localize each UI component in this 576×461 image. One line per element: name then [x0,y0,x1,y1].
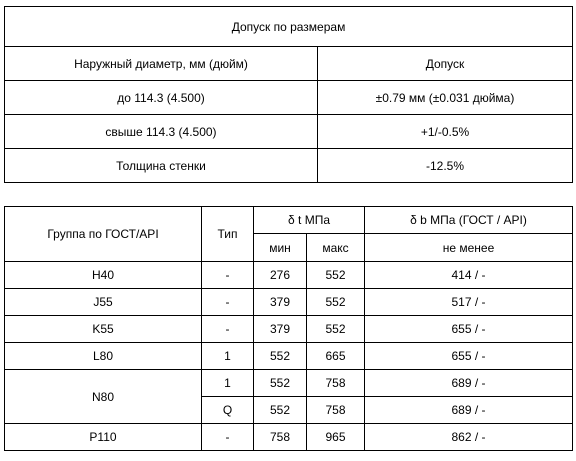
type-cell: - [202,262,254,289]
table-row [5,316,573,343]
table-row [5,262,573,289]
min-cell: 379 [254,289,307,316]
min-cell: 379 [254,316,307,343]
grade-table [4,206,573,451]
tolerance-row-label: свыше 114.3 (4.500) [5,115,318,149]
group-cell: P110 [5,424,202,451]
yield-strength-header: δ t МПа [254,207,365,234]
outer-diameter-header: Наружный диаметр, мм (дюйм) [5,47,318,81]
tensile-cell: 862 / - [365,424,573,451]
type-cell: 1 [202,343,254,370]
tolerance-row-value: -12.5% [318,149,573,183]
tensile-cell: 414 / - [365,262,573,289]
tensile-strength-header: δ b МПа (ГОСТ / API) [365,207,573,234]
type-cell: 1 [202,370,254,397]
table-row [5,424,573,451]
group-cell: J55 [5,289,202,316]
table-row [5,289,573,316]
tolerance-row-label: до 114.3 (4.500) [5,81,318,115]
table-row [5,370,573,397]
max-cell: 965 [307,424,365,451]
tensile-cell: 655 / - [365,316,573,343]
group-cell: K55 [5,316,202,343]
group-header: Группа по ГОСТ/API [5,207,202,262]
min-cell: 552 [254,370,307,397]
max-cell: 758 [307,370,365,397]
tolerance-title: Допуск по размерам [5,7,573,47]
min-cell: 552 [254,343,307,370]
type-header: Тип [202,207,254,262]
type-cell: - [202,316,254,343]
max-cell: 758 [307,397,365,424]
max-cell: 552 [307,316,365,343]
tensile-cell: 517 / - [365,289,573,316]
tolerance-row-value: +1/-0.5% [318,115,573,149]
tolerance-row-value: ±0.79 мм (±0.031 дюйма) [318,81,573,115]
group-cell: N80 [5,370,202,424]
type-cell: - [202,424,254,451]
min-cell: 758 [254,424,307,451]
min-cell: 276 [254,262,307,289]
tolerance-row-label: Толщина стенки [5,149,318,183]
group-cell: L80 [5,343,202,370]
tensile-cell: 689 / - [365,370,573,397]
tolerance-header: Допуск [318,47,573,81]
table-row [5,343,573,370]
tensile-cell: 689 / - [365,397,573,424]
type-cell: Q [202,397,254,424]
tolerance-table [4,6,573,183]
tensile-min-header: не менее [365,234,573,262]
max-cell: 665 [307,343,365,370]
type-cell: - [202,289,254,316]
group-cell: H40 [5,262,202,289]
max-cell: 552 [307,262,365,289]
yield-max-header: макс [307,234,365,262]
min-cell: 552 [254,397,307,424]
tensile-cell: 655 / - [365,343,573,370]
yield-min-header: мин [254,234,307,262]
max-cell: 552 [307,289,365,316]
